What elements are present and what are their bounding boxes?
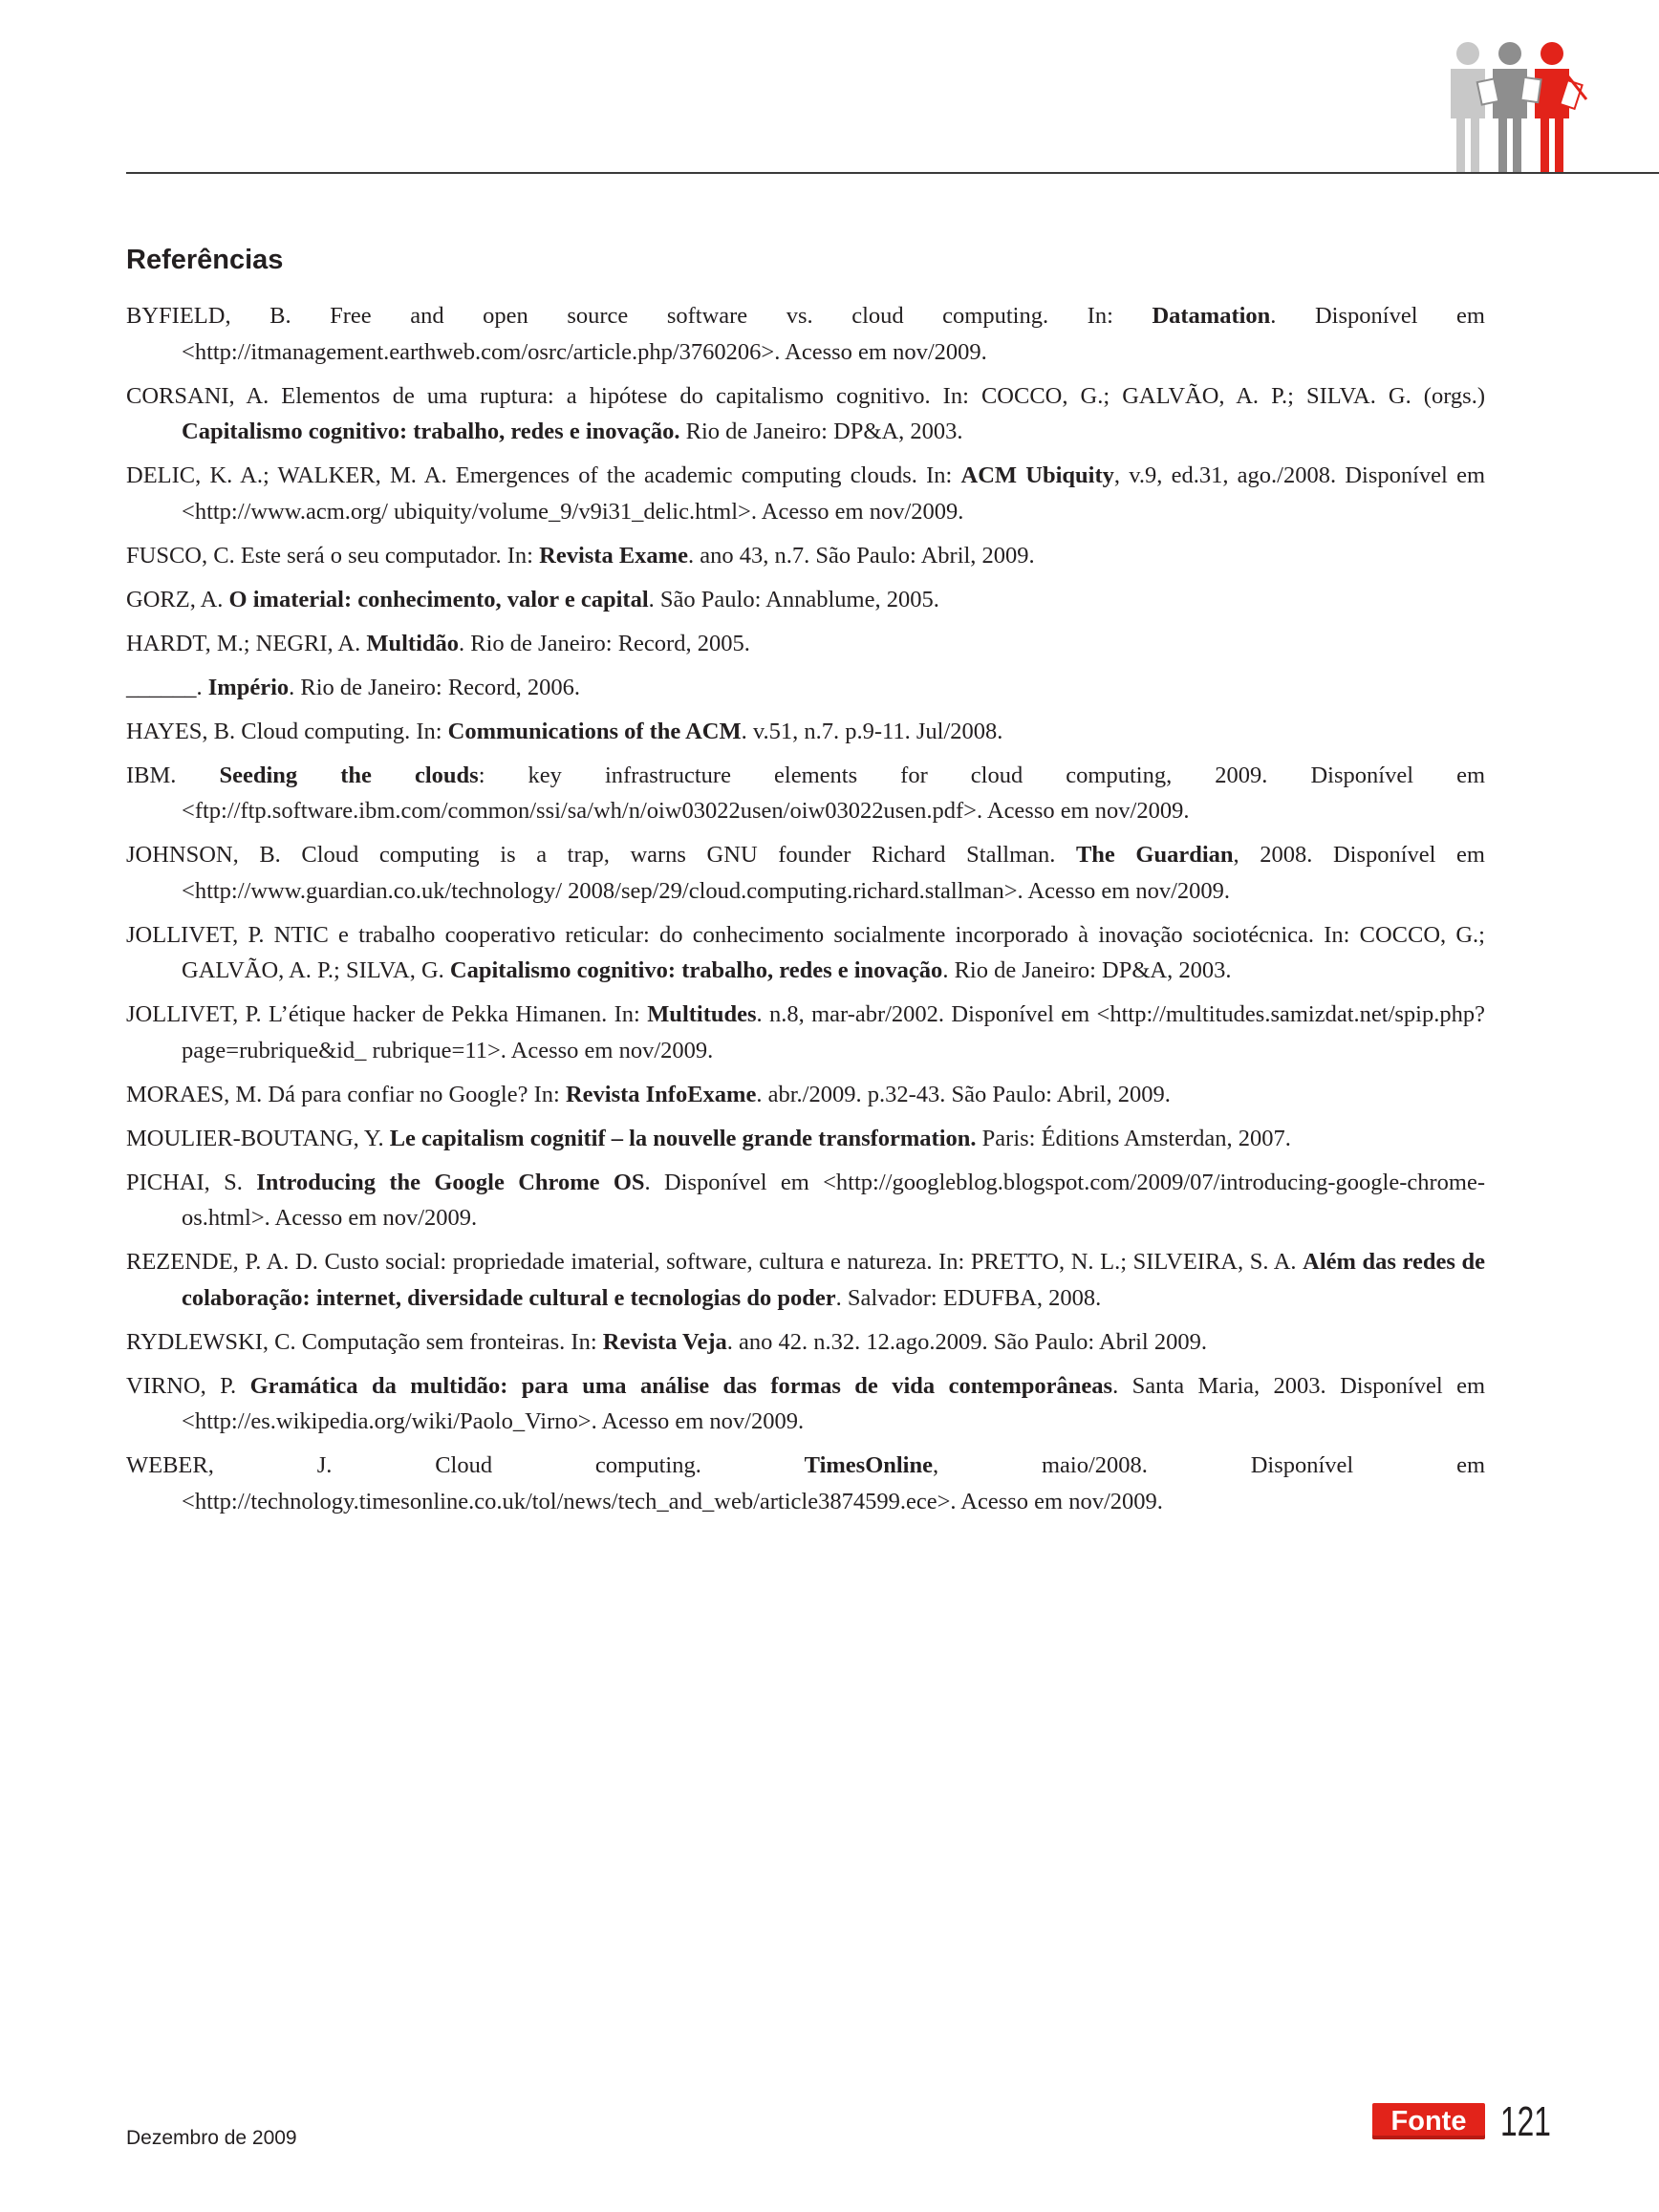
reference-text: JOLLIVET, P. L’étique hacker de Pekka Himanen. In: bbox=[126, 1001, 648, 1027]
reference-text: REZENDE, P. A. D. Custo social: propriedade imaterial, software, cultura e natureza. In: PRETTO, N. L.; SILVEIRA, S. A. bbox=[126, 1249, 1304, 1275]
reference-text: HARDT, M.; NEGRI, A. bbox=[126, 630, 367, 656]
reference-text: VIRNO, P. bbox=[126, 1372, 250, 1399]
reference-title: Revista Veja bbox=[602, 1328, 727, 1355]
reference-title: Gramática da multidão: para uma análise das formas de vida contemporâneas bbox=[249, 1372, 1113, 1399]
reference-text: FUSCO, C. Este será o seu computador. In: bbox=[126, 542, 540, 569]
reference-title: Communications of the ACM bbox=[447, 718, 742, 744]
reference-item bbox=[126, 714, 1485, 750]
reference-text: PICHAI, S. bbox=[126, 1169, 257, 1195]
reference-text: ______. bbox=[126, 674, 208, 700]
reference-title: TimesOnline bbox=[804, 1452, 933, 1478]
reference-item bbox=[126, 1077, 1485, 1113]
reference-text: . abr./2009. p.32-43. São Paulo: Abril, 2009. bbox=[756, 1081, 1171, 1107]
reference-title: Introducing the Google Chrome OS bbox=[256, 1169, 645, 1195]
reference-text: MOULIER-BOUTANG, Y. bbox=[126, 1125, 390, 1151]
reference-text: IBM. bbox=[126, 762, 220, 788]
reference-title: Capitalismo cognitivo: trabalho, redes e inovação. bbox=[182, 419, 680, 444]
reference-title: Le capitalism cognitif – la nouvelle grande transformation. bbox=[389, 1125, 977, 1151]
reference-text: , maio/2008. Disponível em <http://technology.timesonline.co.uk/tol/news/tech_and_web/article3874599.ece>. Acesso em nov/2009. bbox=[182, 1452, 1485, 1514]
reference-text: . Santa Maria, 2003. Disponível em <http://es.wikipedia.org/wiki/Paolo_Virno>. Acesso em nov/2009. bbox=[182, 1372, 1486, 1434]
reference-text: HAYES, B. Cloud computing. In: bbox=[126, 718, 448, 744]
reference-text: . ano 42. n.32. 12.ago.2009. São Paulo: Abril 2009. bbox=[726, 1328, 1207, 1355]
reference-item bbox=[126, 917, 1485, 989]
reference-text: DELIC, K. A.; WALKER, M. A. Emergences of the academic computing clouds. In: bbox=[126, 462, 961, 488]
reference-text: WEBER, J. Cloud computing. bbox=[126, 1452, 805, 1478]
reference-text: Rio de Janeiro: DP&A, 2003. bbox=[679, 419, 963, 444]
reference-text: Paris: Éditions Amsterdan, 2007. bbox=[976, 1125, 1291, 1151]
reference-item bbox=[126, 1324, 1485, 1361]
reference-title: Seeding the clouds bbox=[219, 762, 479, 788]
reference-item bbox=[126, 1244, 1485, 1316]
reference-title: Capitalismo cognitivo: trabalho, redes e inovação bbox=[449, 957, 943, 983]
reference-title: Revista InfoExame bbox=[565, 1081, 757, 1107]
footer-date: Dezembro de 2009 bbox=[126, 2127, 297, 2149]
reference-text: RYDLEWSKI, C. Computação sem fronteiras. In: bbox=[126, 1328, 603, 1355]
reference-text: . Salvador: EDUFBA, 2008. bbox=[835, 1284, 1102, 1311]
reference-item bbox=[126, 670, 1485, 706]
reference-text: . Disponível em <http://itmanagement.earthweb.com/osrc/article.php/3760206>. Acesso em nov/2009. bbox=[182, 303, 1485, 365]
reference-text: : key infrastructure elements for cloud computing, 2009. Disponível em <ftp://ftp.software.ibm.com/common/ssi/sa/wh/n/oiw03022usen/oiw03022usen.pdf>. Acesso em nov/2009. bbox=[182, 762, 1486, 824]
reference-item bbox=[126, 378, 1485, 450]
reference-text: . v.51, n.7. p.9-11. Jul/2008. bbox=[741, 718, 1003, 744]
reference-title: Multidão bbox=[366, 630, 460, 656]
reference-title: Além das redes de colaboração: internet, diversidade cultural e tecnologias do poder bbox=[182, 1249, 1485, 1311]
reference-title: The Guardian bbox=[1075, 842, 1234, 868]
reference-text: MORAES, M. Dá para confiar no Google? In: bbox=[126, 1081, 566, 1107]
reference-item bbox=[126, 582, 1485, 618]
reference-text: , v.9, ed.31, ago./2008. Disponível em <http://www.acm.org/ ubiquity/volume_9/v9i31_delic.html>. Acesso em nov/2009. bbox=[182, 462, 1486, 525]
reference-text: . Rio de Janeiro: DP&A, 2003. bbox=[942, 957, 1232, 983]
reference-text: . n.8, mar-abr/2002. Disponível em <http://multitudes.samizdat.net/spip.php?page=rubrique&id_ rubrique=11>. Acesso em nov/2009. bbox=[182, 1001, 1485, 1063]
reference-text: . ano 43, n.7. São Paulo: Abril, 2009. bbox=[687, 542, 1035, 569]
reference-item bbox=[126, 298, 1485, 370]
reference-title: O imaterial: conhecimento, valor e capital bbox=[228, 586, 649, 612]
reference-text: . São Paulo: Annablume, 2005. bbox=[648, 586, 939, 612]
reference-item bbox=[126, 1448, 1485, 1519]
reference-title: Multitudes bbox=[647, 1001, 757, 1027]
page-number: 121 bbox=[1500, 2098, 1551, 2145]
reference-text: . Rio de Janeiro: Record, 2005. bbox=[459, 630, 750, 656]
reference-item bbox=[126, 1165, 1485, 1236]
reference-text: JOLLIVET, P. NTIC e trabalho cooperativo reticular: do conhecimento socialmente incorporado à inovação sociotécnica. In: COCCO, G.; GALVÃO, A. P.; SILVA, G. bbox=[126, 921, 1485, 983]
reference-title: Datamation bbox=[1152, 303, 1271, 329]
reference-item bbox=[126, 758, 1485, 829]
reference-text: BYFIELD, B. Free and open source software vs. cloud computing. In: bbox=[126, 303, 1153, 329]
reference-text: JOHNSON, B. Cloud computing is a trap, warns GNU founder Richard Stallman. bbox=[126, 842, 1076, 868]
reference-item bbox=[126, 626, 1485, 662]
header-rule bbox=[126, 172, 1659, 174]
reference-item bbox=[126, 997, 1485, 1068]
reference-item bbox=[126, 837, 1485, 909]
reference-list bbox=[126, 298, 1485, 1528]
reference-text: CORSANI, A. Elementos de uma ruptura: a hipótese do capitalismo cognitivo. In: COCCO, G.; GALVÃO, A. P.; SILVA. G. (orgs.) bbox=[126, 382, 1485, 409]
reference-item bbox=[126, 1368, 1485, 1440]
reference-item bbox=[126, 1121, 1485, 1157]
reference-item bbox=[126, 538, 1485, 574]
brand-logo: Fonte bbox=[1372, 2103, 1485, 2139]
reference-text: GORZ, A. bbox=[126, 586, 229, 612]
section-title: Referências bbox=[126, 245, 284, 275]
reference-item bbox=[126, 458, 1485, 529]
reference-text: , 2008. Disponível em <http://www.guardian.co.uk/technology/ 2008/sep/29/cloud.computing.richard.stallman>. Acesso em nov/2009. bbox=[182, 842, 1485, 904]
reference-text: . Disponível em <http://googleblog.blogspot.com/2009/07/introducing-google-chrome-os.html>. Acesso em nov/2009. bbox=[182, 1169, 1486, 1231]
reference-title: Revista Exame bbox=[539, 542, 688, 569]
reference-text: . Rio de Janeiro: Record, 2006. bbox=[289, 674, 580, 700]
three-people-icon bbox=[1441, 38, 1594, 174]
reference-title: Império bbox=[207, 674, 290, 700]
reference-title: ACM Ubiquity bbox=[960, 462, 1114, 488]
